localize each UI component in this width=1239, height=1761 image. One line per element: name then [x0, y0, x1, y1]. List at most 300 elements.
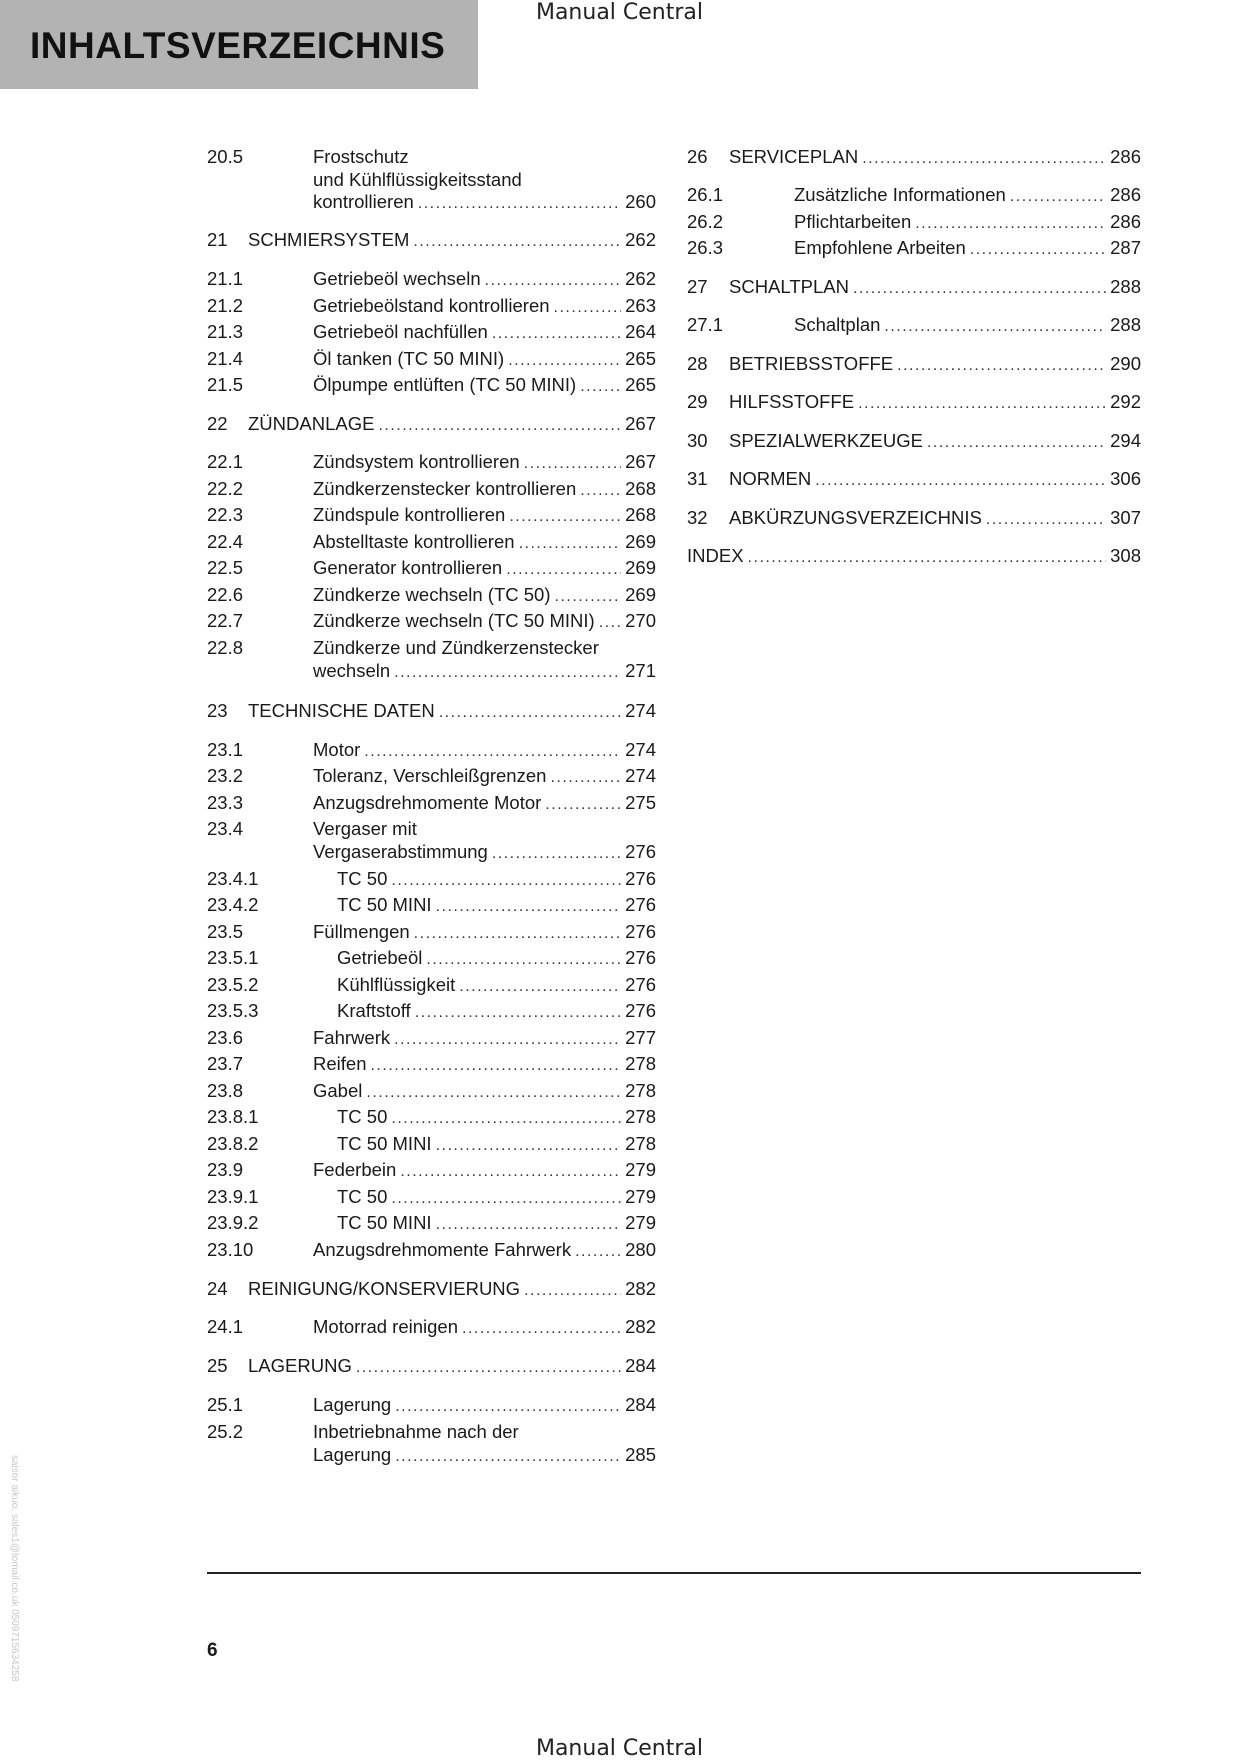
footer-rule — [207, 1572, 1141, 1574]
toc-leader-dots — [395, 1446, 621, 1468]
toc-entry[interactable] — [207, 1027, 656, 1050]
toc-entry-title: Abstelltaste kontrollieren — [313, 531, 515, 552]
toc-leader-dots — [580, 376, 621, 398]
toc-entry-number: 29 — [687, 391, 708, 412]
toc-leader-dots — [391, 1108, 621, 1130]
toc-entry[interactable] — [687, 468, 1141, 491]
toc-entry-number: 23.7 — [207, 1053, 244, 1074]
toc-leader-dots — [414, 923, 621, 945]
toc-entry-page: 284 — [625, 1394, 656, 1415]
toc-entry-line-last — [337, 1133, 656, 1157]
toc-entry-line-last — [729, 507, 1141, 531]
toc-entry-line-last — [313, 584, 656, 608]
toc-leader-dots — [545, 794, 621, 816]
toc-entry-number: 22.7 — [207, 610, 244, 631]
toc-entry[interactable] — [687, 184, 1141, 207]
toc-entry-number: 22.1 — [207, 451, 244, 472]
toc-entry-page: 279 — [625, 1186, 656, 1207]
toc-entry[interactable] — [207, 1212, 656, 1235]
toc-entry-title: Generator kontrollieren — [313, 557, 503, 578]
toc-entry[interactable] — [207, 974, 656, 997]
toc-entry-number: 23.4.2 — [207, 894, 259, 915]
page-title: INHALTSVERZEICHNIS — [30, 25, 446, 66]
toc-entry-line — [313, 146, 656, 168]
toc-leader-dots — [748, 547, 1107, 569]
toc-entry-title: ABKÜRZUNGSVERZEICHNIS — [729, 507, 982, 528]
toc-entry-title: Schaltplan — [794, 314, 881, 335]
toc-entry-page: 267 — [625, 451, 656, 472]
toc-entry-line-last — [687, 545, 1141, 569]
toc-leader-dots — [436, 896, 622, 918]
toc-entry-line-last — [313, 374, 656, 398]
toc-entry-title: Kraftstoff — [337, 1000, 411, 1021]
toc-entry[interactable] — [207, 894, 656, 917]
toc-entry-line-last — [313, 921, 656, 945]
toc-entry-page: 275 — [625, 792, 656, 813]
toc-entry-title: und Kühlflüssigkeitsstand — [313, 168, 522, 190]
toc-entry[interactable] — [207, 1106, 656, 1129]
toc-entry[interactable] — [207, 268, 656, 291]
toc-entry-number: 32 — [687, 507, 708, 528]
toc-entry[interactable] — [207, 610, 656, 633]
toc-entry[interactable] — [207, 451, 656, 474]
toc-entry-title: BETRIEBSSTOFFE — [729, 353, 894, 374]
toc-entry-title: Anzugsdrehmomente Fahrwerk — [313, 1239, 572, 1260]
toc-entry[interactable] — [207, 413, 656, 436]
toc-leader-dots — [554, 297, 622, 319]
toc-entry-line-last — [313, 1444, 656, 1468]
toc-entry-number: 23.8.2 — [207, 1133, 259, 1154]
toc-entry[interactable] — [207, 229, 656, 252]
toc-entry-number: 22.8 — [207, 637, 244, 658]
toc-entry-line-last — [794, 314, 1141, 338]
toc-entry-title: TC 50 MINI — [337, 1212, 432, 1233]
toc-entry-number: 28 — [687, 353, 708, 374]
toc-entry-line-last — [248, 1278, 656, 1302]
toc-entry-page: 294 — [1110, 430, 1141, 451]
toc-entry-title: Vergaser mit — [313, 818, 417, 839]
toc-entry-title: Vergaserabstimmung — [313, 840, 488, 862]
watermark: saisor aikuo. sales1@tomail.co.uk 0509715634258 — [9, 1455, 20, 1682]
toc-entry-line-last — [313, 451, 656, 475]
toc-entry[interactable] — [207, 374, 656, 397]
toc-entry-title: Zündkerzenstecker kontrollieren — [313, 478, 577, 499]
toc-entry-number: 26.2 — [687, 211, 724, 232]
toc-leader-dots — [436, 1135, 622, 1157]
toc-entry-line-last — [794, 211, 1141, 235]
toc-leader-dots — [580, 480, 621, 502]
toc-leader-dots — [395, 1396, 621, 1418]
toc-entry[interactable] — [207, 792, 656, 815]
toc-leader-dots — [485, 270, 622, 292]
toc-leader-dots — [986, 509, 1106, 531]
toc-entry-title: Lagerung — [313, 1443, 392, 1465]
toc-entry-line — [313, 637, 656, 659]
toc-entry-page: 277 — [625, 1027, 656, 1048]
toc-entry-page: 267 — [625, 413, 656, 434]
toc-entry-title: Frostschutz — [313, 146, 409, 167]
toc-leader-dots — [462, 1318, 621, 1340]
toc-entry[interactable] — [207, 637, 656, 682]
toc-entry-line-last — [729, 430, 1141, 454]
toc-entry-line-last — [313, 295, 656, 319]
toc-entry-number: 22 — [207, 413, 228, 434]
toc-entry-page: 282 — [625, 1278, 656, 1299]
toc-entry[interactable] — [207, 1159, 656, 1182]
toc-entry-page: 285 — [625, 1443, 656, 1465]
toc-entry-number: 27 — [687, 276, 708, 297]
toc-entry-title: TC 50 MINI — [337, 1133, 432, 1154]
toc-entry[interactable] — [207, 739, 656, 762]
toc-entry-number: 23.5.2 — [207, 974, 259, 995]
toc-entry-number: 21.1 — [207, 268, 244, 289]
toc-entry-number: 23.3 — [207, 792, 244, 813]
toc-entry-line-last — [729, 468, 1141, 492]
toc-entry-title: Anzugsdrehmomente Motor — [313, 792, 542, 813]
toc-entry[interactable] — [687, 237, 1141, 260]
toc-entry-line-last — [313, 1239, 656, 1263]
toc-entry-line-last — [337, 1186, 656, 1210]
toc-entry-number: 24 — [207, 1278, 228, 1299]
toc-leader-dots — [492, 843, 621, 865]
toc-entry[interactable] — [687, 211, 1141, 234]
toc-entry-page: 284 — [625, 1355, 656, 1376]
toc-entry-title: Federbein — [313, 1159, 397, 1180]
toc-entry-number: 23.6 — [207, 1027, 244, 1048]
toc-leader-dots — [884, 316, 1106, 338]
toc-entry-page: 276 — [625, 1000, 656, 1021]
toc-entry-title: LAGERUNG — [248, 1355, 352, 1376]
toc-entry-number: 21.5 — [207, 374, 244, 395]
toc-entry-number: 22.3 — [207, 504, 244, 525]
toc-entry-title: REINIGUNG/KONSERVIERUNG — [248, 1278, 521, 1299]
toc-entry-line-last — [313, 1159, 656, 1183]
toc-entry-page: 288 — [1110, 276, 1141, 297]
toc-entry-page: 262 — [625, 268, 656, 289]
toc-entry-page: 286 — [1110, 146, 1141, 167]
toc-leader-dots — [492, 323, 621, 345]
toc-entry-line-last — [313, 1053, 656, 1077]
toc-leader-dots — [915, 213, 1106, 235]
toc-entry-title: INDEX — [687, 545, 744, 566]
toc-leader-dots — [391, 870, 621, 892]
toc-entry-number: 21.4 — [207, 348, 244, 369]
toc-entry[interactable] — [207, 584, 656, 607]
toc-entry-number: 31 — [687, 468, 708, 489]
toc-entry-title: Ölpumpe entlüften (TC 50 MINI) — [313, 374, 577, 395]
toc-entry[interactable] — [207, 947, 656, 970]
toc-entry-line-last — [313, 557, 656, 581]
toc-leader-dots — [1010, 186, 1106, 208]
toc-entry-title: Pflichtarbeiten — [794, 211, 912, 232]
toc-entry-number: 25.1 — [207, 1394, 244, 1415]
toc-entry-title: Zündsystem kontrollieren — [313, 451, 520, 472]
toc-entry-line-last — [313, 504, 656, 528]
toc-entry[interactable] — [687, 276, 1141, 299]
toc-entry-line-last — [337, 974, 656, 998]
toc-leader-dots — [391, 1188, 621, 1210]
toc-entry-page: 288 — [1110, 314, 1141, 335]
toc-entry-page: 274 — [625, 739, 656, 760]
toc-entry-title: Lagerung — [313, 1394, 392, 1415]
toc-entry-number: 23.5.3 — [207, 1000, 259, 1021]
toc-entry-line-last — [248, 229, 656, 253]
toc-entry-line-last — [313, 660, 656, 684]
toc-entry-title: Gabel — [313, 1080, 363, 1101]
toc-entry-line-last — [313, 765, 656, 789]
toc-leader-dots — [436, 1214, 622, 1236]
toc-entry-number: 23 — [207, 700, 228, 721]
toc-entry-page: 271 — [625, 659, 656, 681]
toc-entry-number: 23.4.1 — [207, 868, 259, 889]
toc-entry-line-last — [313, 191, 656, 215]
toc-entry-number: 26.1 — [687, 184, 724, 205]
toc-entry-line-last — [313, 478, 656, 502]
toc-entry-title: SCHALTPLAN — [729, 276, 849, 297]
toc-entry-title: Motor — [313, 739, 361, 760]
toc-entry-number: 23.5.1 — [207, 947, 259, 968]
toc-entry-page: 280 — [625, 1239, 656, 1260]
toc-entry[interactable] — [207, 1394, 656, 1417]
toc-entry-number: 23.9 — [207, 1159, 244, 1180]
toc-entry[interactable] — [207, 531, 656, 554]
toc-entry-title: HILFSSTOFFE — [729, 391, 855, 412]
toc-entry[interactable] — [687, 314, 1141, 337]
toc-entry[interactable] — [207, 921, 656, 944]
toc-entry-page: 278 — [625, 1080, 656, 1101]
toc-entry-number: 23.10 — [207, 1239, 254, 1260]
toc-entry-number: 25.2 — [207, 1421, 244, 1442]
toc-entry[interactable] — [207, 1053, 656, 1076]
toc-entry-title: Öl tanken (TC 50 MINI) — [313, 348, 505, 369]
toc-entry[interactable] — [687, 430, 1141, 453]
toc-entry-title: Empfohlene Arbeiten — [794, 237, 966, 258]
toc-leader-dots — [415, 1002, 621, 1024]
toc-entry-number: 26.3 — [687, 237, 724, 258]
toc-leader-dots — [862, 148, 1106, 170]
page-number: 6 — [207, 1640, 218, 1661]
toc-entry-title: NORMEN — [729, 468, 812, 489]
toc-entry-page: 276 — [625, 868, 656, 889]
toc-entry-page: 264 — [625, 321, 656, 342]
toc-entry[interactable] — [687, 391, 1141, 414]
toc-entry-line-last — [313, 792, 656, 816]
toc-leader-dots — [519, 533, 622, 555]
toc-entry-page: 265 — [625, 374, 656, 395]
toc-leader-dots — [970, 239, 1106, 261]
toc-entry-number: 23.2 — [207, 765, 244, 786]
toc-leader-dots — [418, 193, 621, 215]
toc-leader-dots — [897, 355, 1106, 377]
toc-entry-page: 274 — [625, 700, 656, 721]
toc-entry-title: Fahrwerk — [313, 1027, 391, 1048]
toc-entry-page: 269 — [625, 531, 656, 552]
toc-entry-page: 276 — [625, 894, 656, 915]
toc-entry-line-last — [313, 1027, 656, 1051]
toc-leader-dots — [506, 559, 621, 581]
toc-leader-dots — [459, 976, 621, 998]
toc-leader-dots — [366, 1082, 621, 1104]
toc-entry-page: 262 — [625, 229, 656, 250]
toc-leader-dots — [524, 453, 621, 475]
toc-entry-page: 279 — [625, 1159, 656, 1180]
toc-entry-title: Zündkerze wechseln (TC 50) — [313, 584, 551, 605]
toc-entry-title: Getriebeöl — [337, 947, 423, 968]
toc-entry-page: 269 — [625, 584, 656, 605]
toc-entry[interactable] — [687, 545, 1141, 568]
toc-entry-title: Inbetriebnahme nach der — [313, 1421, 519, 1442]
toc-entry-number: 23.9.2 — [207, 1212, 259, 1233]
toc-entry-line-last — [729, 353, 1141, 377]
toc-entry[interactable] — [207, 1080, 656, 1103]
toc-leader-dots — [858, 393, 1106, 415]
toc-entry-title: Zündkerze wechseln (TC 50 MINI) — [313, 610, 595, 631]
toc-entry[interactable] — [207, 348, 656, 371]
toc-entry-number: 30 — [687, 430, 708, 451]
toc-entry-title: SCHMIERSYSTEM — [248, 229, 410, 250]
toc-entry-line-last — [337, 868, 656, 892]
toc-entry-line-last — [248, 413, 656, 437]
toc-entry-title: Zündspule kontrollieren — [313, 504, 506, 525]
toc-entry-number: 21.3 — [207, 321, 244, 342]
toc-entry-line-last — [313, 841, 656, 865]
toc-entry[interactable] — [687, 146, 1141, 169]
toc-entry-page: 263 — [625, 295, 656, 316]
toc-entry-title: Füllmengen — [313, 921, 410, 942]
toc-entry[interactable] — [207, 1316, 656, 1339]
toc-entry[interactable] — [207, 1278, 656, 1301]
toc-entry[interactable] — [207, 478, 656, 501]
toc-entry[interactable] — [207, 1239, 656, 1262]
toc-entry[interactable] — [207, 818, 656, 863]
toc-entry-title: Motorrad reinigen — [313, 1316, 458, 1337]
toc-entry[interactable] — [207, 146, 656, 214]
toc-entry-page: 269 — [625, 557, 656, 578]
toc-entry-number: 24.1 — [207, 1316, 244, 1337]
toc-entry[interactable] — [207, 1186, 656, 1209]
toc-entry-line-last — [337, 1212, 656, 1236]
toc-leader-dots — [599, 612, 621, 634]
toc-entry-number: 23.8.1 — [207, 1106, 259, 1127]
toc-leader-dots — [356, 1357, 621, 1379]
toc-leader-dots — [815, 470, 1106, 492]
toc-entry-page: 286 — [1110, 211, 1141, 232]
toc-entry-number: 22.5 — [207, 557, 244, 578]
toc-entry-title: Kühlflüssigkeit — [337, 974, 456, 995]
toc-entry-page: 268 — [625, 504, 656, 525]
toc-entry-page: 265 — [625, 348, 656, 369]
toc-entry-page: 287 — [1110, 237, 1141, 258]
toc-entry-page: 308 — [1110, 545, 1141, 566]
toc-entry-title: TC 50 MINI — [337, 894, 432, 915]
toc-entry-line — [313, 818, 656, 840]
toc-entry-title: Getriebeöl wechseln — [313, 268, 481, 289]
toc-entry[interactable] — [687, 353, 1141, 376]
toc-entry-line-last — [313, 739, 656, 763]
toc-entry-title: Toleranz, Verschleißgrenzen — [313, 765, 547, 786]
toc-entry-line-last — [337, 947, 656, 971]
toc-entry[interactable] — [207, 1133, 656, 1156]
toc-entry-line-last — [313, 348, 656, 372]
toc-entry-line-last — [729, 276, 1141, 300]
toc-entry-number: 21 — [207, 229, 228, 250]
toc-entry-number: 23.8 — [207, 1080, 244, 1101]
toc-entry[interactable] — [207, 700, 656, 723]
toc-entry-number: 22.6 — [207, 584, 244, 605]
toc-entry-line-last — [729, 146, 1141, 170]
toc-entry-title: Zündkerze und Zündkerzenstecker — [313, 637, 599, 658]
toc-entry[interactable] — [207, 1421, 656, 1466]
toc-entry-line-last — [248, 700, 656, 724]
toc-entry-line-last — [313, 321, 656, 345]
toc-entry-title: wechseln — [313, 659, 391, 681]
toc-entry[interactable] — [207, 868, 656, 891]
toc-entry-page: 276 — [625, 947, 656, 968]
toc-entry-page: 278 — [625, 1133, 656, 1154]
toc-entry-title: TC 50 — [337, 1106, 388, 1127]
toc-entry-number: 22.2 — [207, 478, 244, 499]
toc-entry[interactable] — [207, 1355, 656, 1378]
toc-leader-dots — [378, 415, 621, 437]
toc-entry-title: kontrollieren — [313, 191, 414, 212]
toc-entry[interactable] — [207, 504, 656, 527]
toc-entry-page: 286 — [1110, 184, 1141, 205]
toc-leader-dots — [364, 741, 621, 763]
toc-entry-page: 292 — [1110, 391, 1141, 412]
site-header: Manual Central — [535, 0, 704, 25]
toc-entry-line — [313, 1421, 656, 1443]
toc-entry-page: 278 — [625, 1053, 656, 1074]
toc-entry-page: 307 — [1110, 507, 1141, 528]
toc-entry-number: 20.5 — [207, 146, 244, 167]
toc-leader-dots — [508, 350, 621, 372]
toc-entry-title: TC 50 — [337, 868, 388, 889]
toc-leader-dots — [550, 767, 621, 789]
toc-entry-page: 270 — [625, 610, 656, 631]
toc-entry-page: 276 — [625, 974, 656, 995]
toc-entry-title: TECHNISCHE DATEN — [248, 700, 435, 721]
toc-entry-page: 290 — [1110, 353, 1141, 374]
toc-entry-page: 306 — [1110, 468, 1141, 489]
toc-entry-title: SERVICEPLAN — [729, 146, 859, 167]
toc-entry-page: 268 — [625, 478, 656, 499]
toc-entry-line-last — [248, 1355, 656, 1379]
toc-entry-line-last — [794, 237, 1141, 261]
toc-entry[interactable] — [207, 1000, 656, 1023]
toc-entry[interactable] — [207, 321, 656, 344]
toc-entry-line-last — [313, 268, 656, 292]
toc-entry[interactable] — [687, 507, 1141, 530]
toc-leader-dots — [509, 506, 621, 528]
toc-entry-number: 25 — [207, 1355, 228, 1376]
toc-leader-dots — [439, 702, 621, 724]
toc-entry-number: 21.2 — [207, 295, 244, 316]
toc-leader-dots — [426, 949, 621, 971]
toc-entry-page: 278 — [625, 1106, 656, 1127]
toc-entry[interactable] — [207, 295, 656, 318]
toc-entry-page: 276 — [625, 840, 656, 862]
toc-entry[interactable] — [207, 765, 656, 788]
toc-entry-line-last — [313, 531, 656, 555]
toc-leader-dots — [370, 1055, 621, 1077]
toc-entry-line-last — [313, 610, 656, 634]
toc-entry-page: 279 — [625, 1212, 656, 1233]
toc-leader-dots — [575, 1241, 621, 1263]
toc-entry-line-last — [337, 1000, 656, 1024]
toc-entry-title: TC 50 — [337, 1186, 388, 1207]
toc-entry-number: 23.5 — [207, 921, 244, 942]
toc-entry[interactable] — [207, 557, 656, 580]
